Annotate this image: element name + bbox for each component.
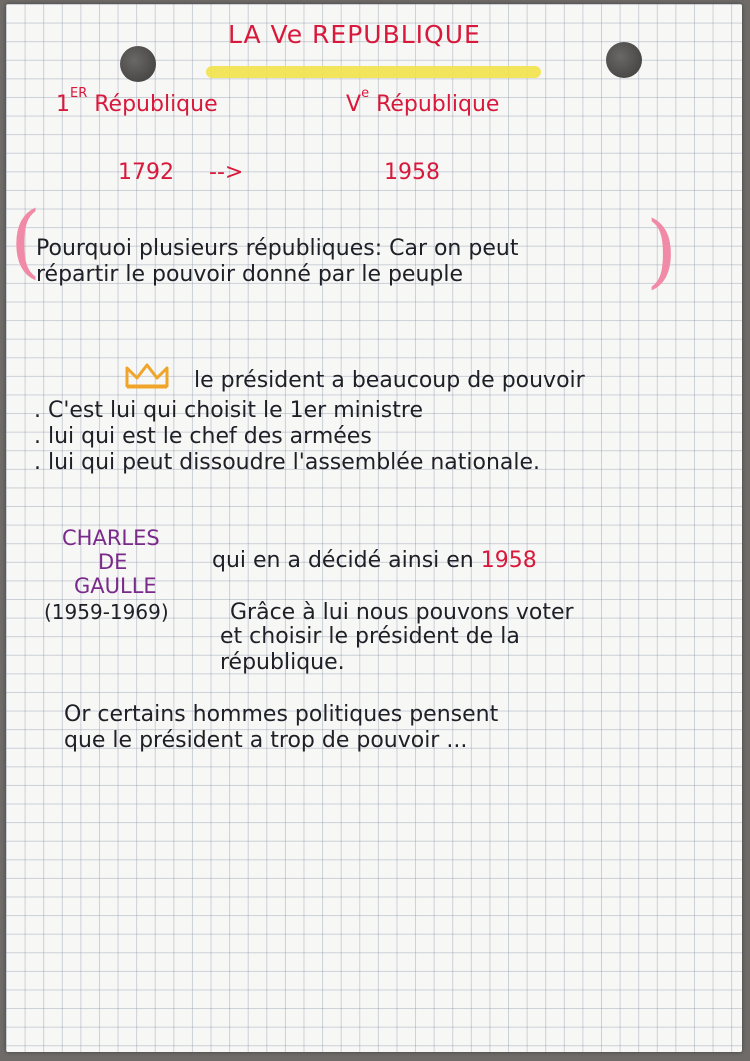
- why-line-1: Pourquoi plusieurs républiques: Car on peut: [36, 236, 519, 261]
- power-bullet-1: . C'est lui qui choisit le 1er ministre: [34, 398, 423, 423]
- decided-year: 1958: [480, 548, 537, 573]
- vote-line-1: Grâce à lui nous pouvons voter: [230, 600, 574, 625]
- notebook-page: [6, 4, 742, 1052]
- name-de: DE: [98, 550, 128, 574]
- fifth-republic-label: [346, 86, 500, 117]
- punch-hole-left: [120, 46, 156, 82]
- first-republic-suffix: ER: [70, 86, 88, 101]
- fifth-republic-year: 1958: [384, 160, 440, 185]
- fifth-republic-suffix: e: [361, 86, 370, 101]
- left-bracket: (: [10, 194, 42, 287]
- timeline-arrow: -->: [209, 160, 244, 185]
- name-gaulle: GAULLE: [74, 574, 157, 598]
- first-republic-label: [56, 86, 218, 117]
- conclusion-line-2: que le président a trop de pouvoir ...: [64, 728, 468, 753]
- conclusion-line-1: Or certains hommes politiques pensent: [64, 702, 499, 727]
- punch-hole-right: [606, 42, 642, 78]
- fifth-republic-number: V: [346, 92, 362, 117]
- decided-line: [212, 550, 537, 572]
- decided-text: qui en a décidé ainsi en: [212, 548, 474, 573]
- title-highlight: [206, 66, 541, 78]
- power-bullet-2: . lui qui est le chef des armées: [34, 424, 372, 449]
- first-republic-number: 1: [56, 92, 70, 117]
- name-charles: CHARLES: [62, 526, 160, 550]
- first-republic-year: 1792: [118, 160, 174, 185]
- vote-line-2: et choisir le président de la: [220, 624, 520, 649]
- vote-line-3: république.: [220, 650, 345, 675]
- fifth-republic-word: République: [376, 92, 500, 117]
- power-bullet-3: . lui qui peut dissoudre l'assemblée nationale.: [34, 450, 541, 475]
- first-republic-word: République: [94, 92, 218, 117]
- why-line-2: répartir le pouvoir donné par le peuple: [36, 262, 464, 287]
- right-bracket: ): [646, 204, 678, 297]
- crown-icon: [124, 362, 170, 390]
- page-title: LA Ve REPUBLIQUE: [228, 20, 481, 49]
- degaulle-dates: (1959-1969): [44, 600, 169, 624]
- president-power-line: le président a beaucoup de pouvoir: [194, 368, 585, 393]
